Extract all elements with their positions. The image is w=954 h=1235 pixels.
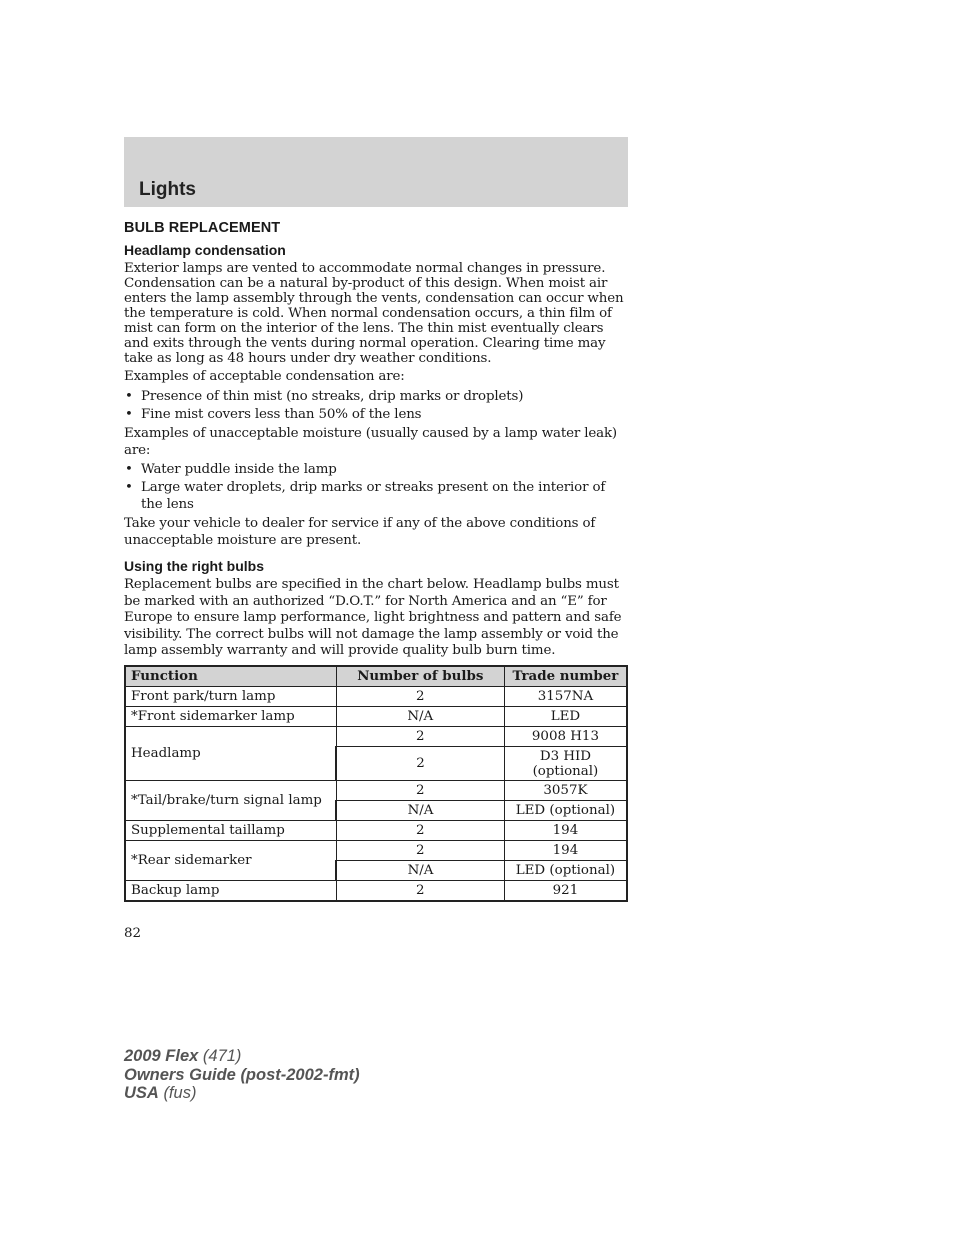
count-cell: 2 <box>336 727 504 747</box>
column-header-count: Number of bulbs <box>336 666 504 687</box>
count-cell: 2 <box>336 747 504 781</box>
bullet-icon: • <box>125 462 133 477</box>
count-cell: 2 <box>336 841 504 861</box>
unacceptable-intro: Examples of unacceptable moisture (usually caused by a lamp water leak) are: <box>124 426 617 458</box>
document-footer <box>124 1047 360 1103</box>
function-cell: Front park/turn lamp <box>125 687 336 707</box>
count-cell: 2 <box>336 881 504 902</box>
list-item: • Fine mist covers less than 50% of the lens <box>125 406 422 422</box>
bullet-icon: • <box>125 388 133 404</box>
table-row <box>125 707 627 727</box>
table-row <box>125 881 627 902</box>
chapter-title: Lights <box>139 179 196 200</box>
trade-cell: D3 HID (optional) <box>504 747 627 781</box>
footer-line-1: 2009 Flex (471) <box>124 1047 242 1065</box>
trade-cell: 3157NA <box>504 687 627 707</box>
count-cell: 2 <box>336 821 504 841</box>
condensation-closing: Take your vehicle to dealer for service if any of the above conditions of unacceptable moisture are present. <box>124 516 596 548</box>
count-cell: N/A <box>336 861 504 881</box>
acceptable-list <box>124 389 628 424</box>
acceptable-intro: Examples of acceptable condensation are: <box>124 369 405 384</box>
section-title: BULB REPLACEMENT <box>124 220 281 236</box>
count-cell: 2 <box>336 687 504 707</box>
bulbs-heading: Using the right bulbs <box>124 558 264 574</box>
trade-cell: LED (optional) <box>504 861 627 881</box>
list-item: • Water puddle inside the lamp <box>125 462 337 477</box>
column-header-function: Function <box>125 666 336 687</box>
list-item: • Presence of thin mist (no streaks, drip marks or droplets) <box>125 388 524 404</box>
table-row <box>125 821 627 841</box>
table-row <box>125 727 627 747</box>
trade-cell: 9008 H13 <box>504 727 627 747</box>
table-header-row <box>125 666 627 687</box>
condensation-heading: Headlamp condensation <box>124 242 286 258</box>
chapter-header-band <box>124 137 628 207</box>
function-cell: *Tail/brake/turn signal lamp <box>125 781 336 821</box>
page-number: 82 <box>124 926 142 941</box>
condensation-intro: Exterior lamps are vented to accommodate normal changes in pressure. Condensation can be a natural by-product of this design. When moist air enters the lamp assembly through the vents, condensation can occur when the temperature is cold. When normal condensation occurs, a thin film of mist can form on the interior of the lens. The thin mist eventually clears and exits through the vents during normal operation. Clearing time may take as long as 48 hours under dry weather conditions. <box>124 261 624 366</box>
function-cell: *Rear sidemarker <box>125 841 336 881</box>
count-cell: N/A <box>336 707 504 727</box>
count-cell: 2 <box>336 781 504 801</box>
table-row <box>125 781 627 801</box>
footer-line-3: USA (fus) <box>124 1084 197 1102</box>
function-cell: Supplemental taillamp <box>125 821 336 841</box>
column-header-trade: Trade number <box>504 666 627 687</box>
table-row <box>125 841 627 861</box>
function-cell: *Front sidemarker lamp <box>125 707 336 727</box>
list-item: • Large water droplets, drip marks or streaks present on the interior of the lens <box>125 480 606 512</box>
bullet-icon: • <box>125 406 133 422</box>
trade-cell: LED (optional) <box>504 801 627 821</box>
trade-cell: 194 <box>504 841 627 861</box>
trade-cell: 3057K <box>504 781 627 801</box>
main-content <box>124 220 628 663</box>
table-row <box>125 687 627 707</box>
trade-cell: 921 <box>504 881 627 902</box>
bullet-icon: • <box>125 480 133 495</box>
trade-cell: 194 <box>504 821 627 841</box>
bulbs-intro: Replacement bulbs are specified in the chart below. Headlamp bulbs must be marked with an authorized “D.O.T.” for North America and an “E” for Europe to ensure lamp performance, light brightness and pattern and safe visibility. The correct bulbs will not damage the lamp assembly or void the lamp assembly warranty and will provide quality bulb burn time. <box>124 577 622 658</box>
unacceptable-list <box>124 462 628 513</box>
count-cell: N/A <box>336 801 504 821</box>
function-cell: Headlamp <box>125 727 336 781</box>
bulb-table <box>124 665 628 902</box>
trade-cell: LED <box>504 707 627 727</box>
footer-line-2: Owners Guide (post-2002-fmt) <box>124 1065 360 1084</box>
function-cell: Backup lamp <box>125 881 336 902</box>
